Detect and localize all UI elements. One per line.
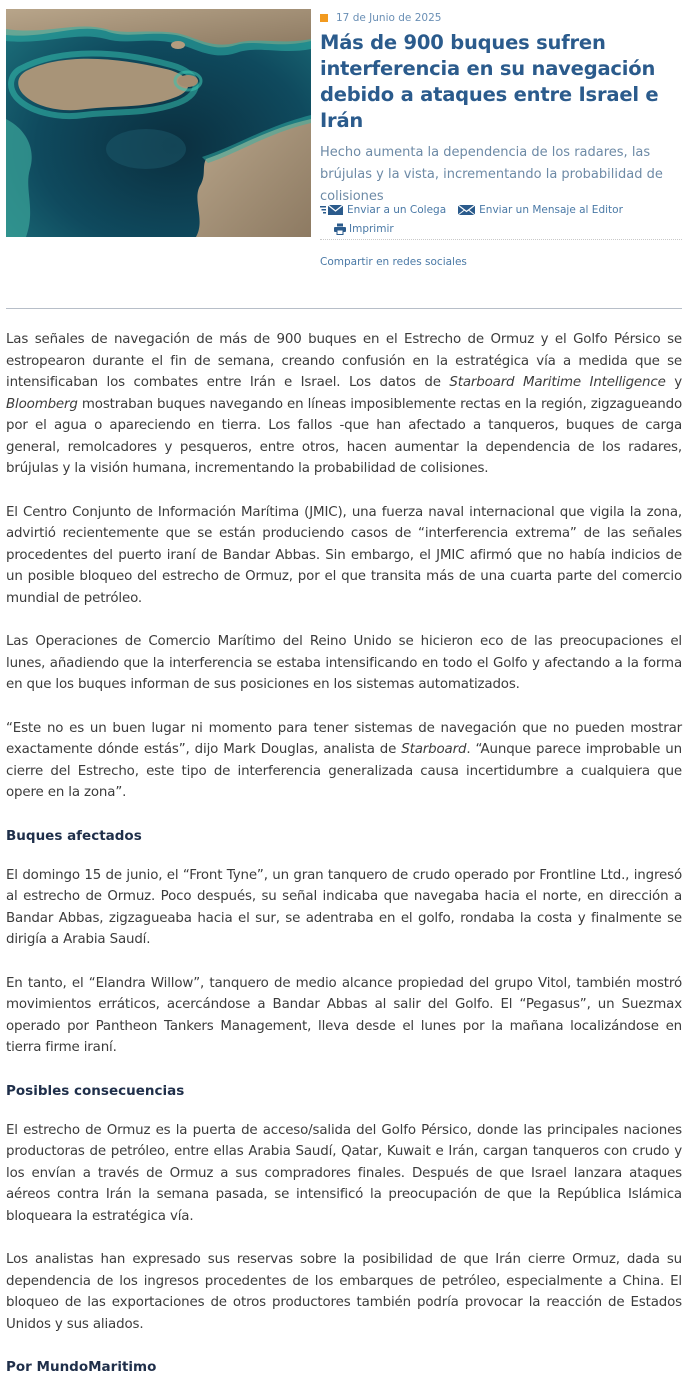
section-heading-affected-ships: Buques afectados bbox=[6, 827, 142, 844]
paragraph-3: Las Operaciones de Comercio Marítimo del Reino Unido se hicieron eco de las preocupaciones el lunes, añadiendo que la interferencia se estaba intensificando en todo el Golfo y afectando a la forma en que los buques informan de sus posiciones en los sistemas automatizados. bbox=[6, 634, 682, 692]
section-heading-consequences: Posibles consecuencias bbox=[6, 1082, 185, 1099]
envelope-list-icon bbox=[320, 204, 344, 216]
publish-date: 17 de Junio de 2025 bbox=[336, 12, 442, 24]
date-marker-icon bbox=[320, 14, 328, 22]
send-to-editor-label: Enviar un Mensaje al Editor bbox=[479, 204, 623, 216]
article-actions bbox=[320, 201, 682, 240]
header-divider bbox=[6, 308, 682, 309]
paragraph-1: Las señales de navegación de más de 900 buques en el Estrecho de Ormuz y el Golfo Pérsico se estropearon durante el fin de semana, creando confusión en la estratégica vía a medida que se intensificaban los combates entre Irán e Israel. Los datos de Starboard Maritime Intelligence y Bloomberg mostraban buques navegando en líneas imposiblemente rectas en la región, zigzagueando por el agua o apareciendo en tierra. Los fallos -que han afectado a tanqueros, buques de carga general, remolcadores y pesqueros, entre otros, hacen aumentar la dependencia de los radares, brújulas y la visión humana, incrementando la probabilidad de colisiones. bbox=[6, 332, 682, 476]
source-starboard-2: Starboard bbox=[401, 742, 467, 757]
article-title: Más de 900 buques sufren interferencia en su navegación debido a ataques entre Israel e Irán bbox=[320, 31, 659, 132]
paragraph-7: El estrecho de Ormuz es la puerta de acceso/salida del Golfo Pérsico, donde las principales naciones productoras de petróleo, entre ellas Arabia Saudí, Qatar, Kuwait e Irán, cargan tanqueros con crudo y los envían a través de Ormuz a sus compradores finales. Después de que Israel lanzara ataques aéreos contra Irán la semana pasada, se intensificó la preocupación de que la República Islámica bloqueara la estratégica vía. bbox=[6, 1122, 682, 1224]
send-to-editor-link[interactable] bbox=[458, 204, 623, 216]
actions-row bbox=[320, 201, 682, 219]
article-body bbox=[6, 329, 682, 1380]
send-to-colleague-link[interactable] bbox=[320, 204, 446, 216]
source-starboard: Starboard Maritime Intelligence bbox=[449, 375, 666, 390]
hero-satellite-image bbox=[6, 9, 311, 237]
paragraph-6: En tanto, el “Elandra Willow”, tanquero de medio alcance propiedad del grupo Vitol, también mostró movimientos erráticos, acercándose a Bandar Abbas al salir del Golfo. El “Pegasus”, un Suezmax operado por Pantheon Tankers Management, lleva desde el lunes por la mañana localizándose en tierra firme iraní. bbox=[6, 975, 682, 1055]
share-social-link[interactable]: Compartir en redes sociales bbox=[320, 256, 467, 268]
byline: Por MundoMaritimo bbox=[6, 1359, 157, 1375]
print-link[interactable] bbox=[334, 223, 394, 235]
date-row bbox=[320, 10, 682, 26]
paragraph-2: El Centro Conjunto de Información Marítima (JMIC), una fuerza naval internacional que vigila la zona, advirtió recientemente que se están produciendo casos de “interferencia extrema” de las señales procedentes del puerto iraní de Bandar Abbas. Sin embargo, el JMIC afirmó que no había indicios de un posible bloqueo del estrecho de Ormuz, por el que transita más de una cuarta parte del comercio mundial de petróleo. bbox=[6, 504, 682, 606]
paragraph-5: El domingo 15 de junio, el “Front Tyne”, un gran tanquero de crudo operado por Frontline Ltd., ingresó al estrecho de Ormuz. Poco después, su señal indicaba que navegaba hacia el norte, en dirección a Bandar Abbas, zigzagueaba hacia el sur, se adentraba en el golfo, rondaba la costa y finalmente se dirigía a Arabia Saudí. bbox=[6, 867, 682, 947]
printer-icon bbox=[334, 223, 346, 235]
envelope-icon bbox=[458, 204, 476, 216]
send-to-colleague-label: Enviar a un Colega bbox=[347, 204, 447, 216]
print-label: Imprimir bbox=[349, 223, 394, 235]
print-row bbox=[320, 222, 682, 240]
paragraph-4: “Este no es un buen lugar ni momento para tener sistemas de navegación que no pueden mostrar exactamente dónde estás”, dijo Mark Douglas, analista de Starboard. “Aunque parece improbable un cierre del Estrecho, este tipo de interferencia generalizada causa incertidumbre a cualquiera que opere en la zona”. bbox=[6, 720, 682, 800]
source-bloomberg: Bloomberg bbox=[6, 396, 78, 412]
article-header bbox=[320, 10, 682, 208]
article-subtitle: Hecho aumenta la dependencia de los radares, las brújulas y la vista, incrementando la probabilidad de colisiones bbox=[320, 145, 663, 204]
paragraph-8: Los analistas han expresado sus reservas sobre la posibilidad de que Irán cierre Ormuz, dada su dependencia de los ingresos procedentes de los embarques de petróleo, especialmente a China. El bloqueo de las exportaciones de otros productores también podría provocar la reacción de Estados Unidos y sus aliados. bbox=[6, 1252, 682, 1332]
